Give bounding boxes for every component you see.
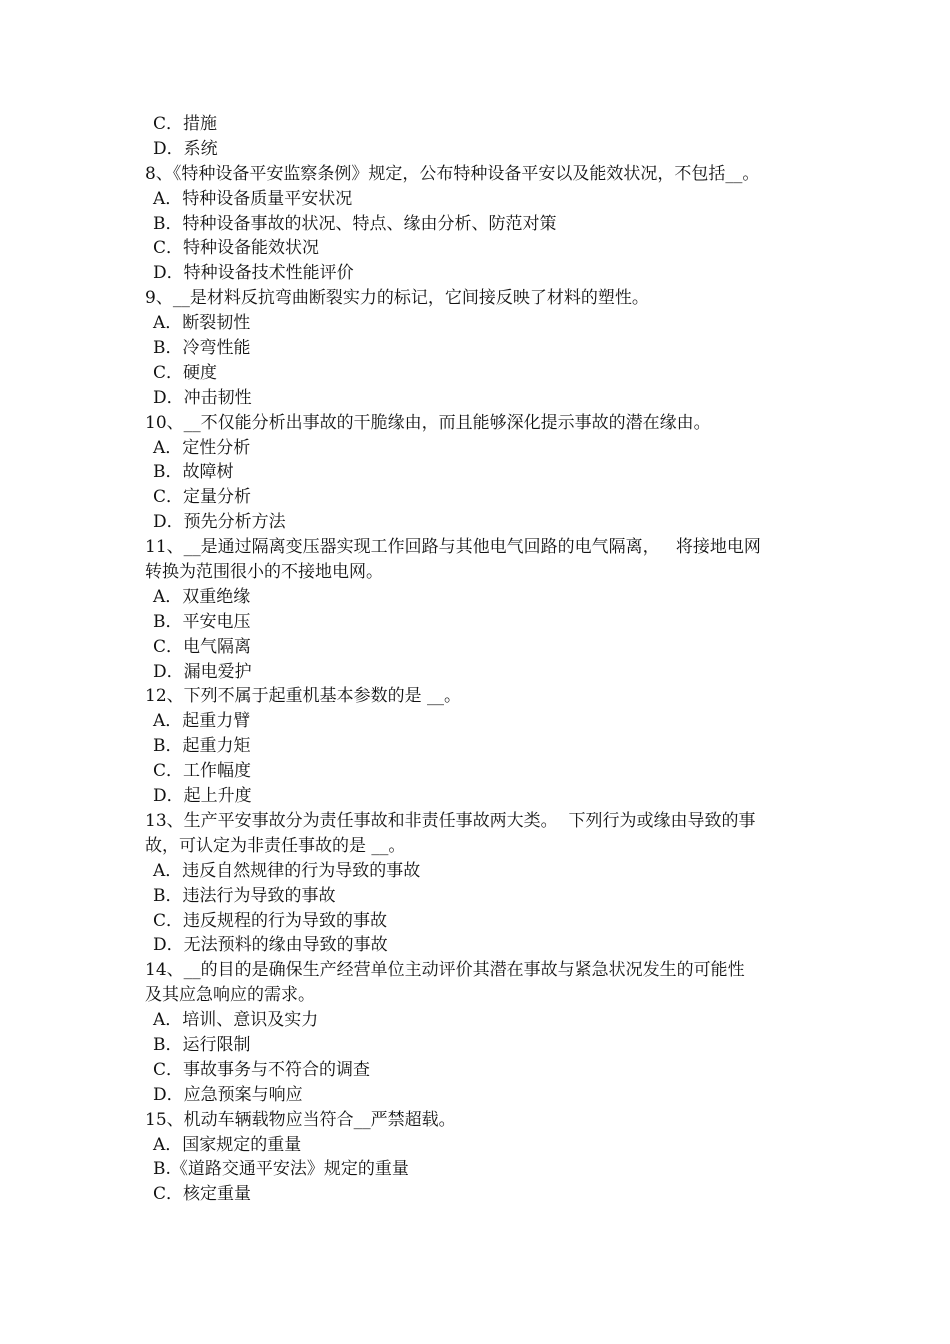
answer-option: C．工作幅度 xyxy=(153,761,252,782)
answer-option: D．系统 xyxy=(153,138,218,159)
question-text: 14、__的目的是确保生产经营单位主动评价其潜在事故与紧急状况发生的可能性 xyxy=(145,960,745,981)
answer-option: D．特种设备技术性能评价 xyxy=(153,263,354,284)
question-text: 转换为范围很小的不接地电网。 xyxy=(145,562,383,583)
answer-option: C．电气隔离 xyxy=(153,636,252,657)
question-text: 13、生产平安事故分为责任事故和非责任事故两大类。 下列行为或缘由导致的事 xyxy=(145,810,756,831)
answer-option: C．违反规程的行为导致的事故 xyxy=(153,910,388,931)
question-text: 12、下列不属于起重机基本参数的是 __。 xyxy=(145,686,462,707)
answer-option: D．起上升度 xyxy=(153,786,252,807)
question-text: 8、《特种设备平安监察条例》规定，公布特种设备平安以及能效状况，不包括__。 xyxy=(145,163,760,184)
answer-option: D．冲击韧性 xyxy=(153,387,252,408)
answer-option: C．硬度 xyxy=(153,362,218,383)
document-body xyxy=(145,112,825,1207)
answer-option: B.《道路交通平安法》规定的重量 xyxy=(153,1159,409,1180)
question-text: 11、__是通过隔离变压器实现工作回路与其他电气回路的电气隔离， 将接地电网 xyxy=(145,537,761,558)
answer-option: A．特种设备质量平安状况 xyxy=(153,188,353,209)
question-text: 故，可认定为非责任事故的是 __。 xyxy=(145,835,406,856)
answer-option: A．培训、意识及实力 xyxy=(153,1010,319,1031)
answer-option: D．预先分析方法 xyxy=(153,512,286,533)
answer-option: C．定量分析 xyxy=(153,487,252,508)
answer-option: A．双重绝缘 xyxy=(153,586,251,607)
answer-option: B．起重力矩 xyxy=(153,736,251,757)
answer-option: A．断裂韧性 xyxy=(153,313,251,334)
answer-option: C．事故事务与不符合的调查 xyxy=(153,1059,371,1080)
answer-option: B．违法行为导致的事故 xyxy=(153,885,336,906)
answer-option: D．应急预案与响应 xyxy=(153,1084,303,1105)
answer-option: C．核定重量 xyxy=(153,1184,252,1205)
answer-option: B．平安电压 xyxy=(153,611,251,632)
answer-option: C．特种设备能效状况 xyxy=(153,238,320,259)
answer-option: A．国家规定的重量 xyxy=(153,1134,302,1155)
answer-option: B．特种设备事故的状况、特点、缘由分析、防范对策 xyxy=(153,213,557,234)
question-text: 10、__不仅能分析出事故的干脆缘由，而且能够深化提示事故的潜在缘由。 xyxy=(145,412,711,433)
question-text: 15、机动车辆载物应当符合__严禁超载。 xyxy=(145,1109,456,1130)
answer-option: B．冷弯性能 xyxy=(153,338,251,359)
answer-option: D．无法预料的缘由导致的事故 xyxy=(153,935,388,956)
answer-option: A．定性分析 xyxy=(153,437,251,458)
answer-option: A．违反自然规律的行为导致的事故 xyxy=(153,860,421,881)
answer-option: D．漏电爱护 xyxy=(153,661,252,682)
answer-option: B．运行限制 xyxy=(153,1034,251,1055)
answer-option: C．措施 xyxy=(153,114,218,134)
question-text: 9、__是材料反抗弯曲断裂实力的标记，它间接反映了材料的塑性。 xyxy=(145,288,649,309)
question-text: 及其应急响应的需求。 xyxy=(145,985,315,1006)
answer-option: B．故障树 xyxy=(153,462,234,483)
answer-option: A．起重力臂 xyxy=(153,711,251,732)
